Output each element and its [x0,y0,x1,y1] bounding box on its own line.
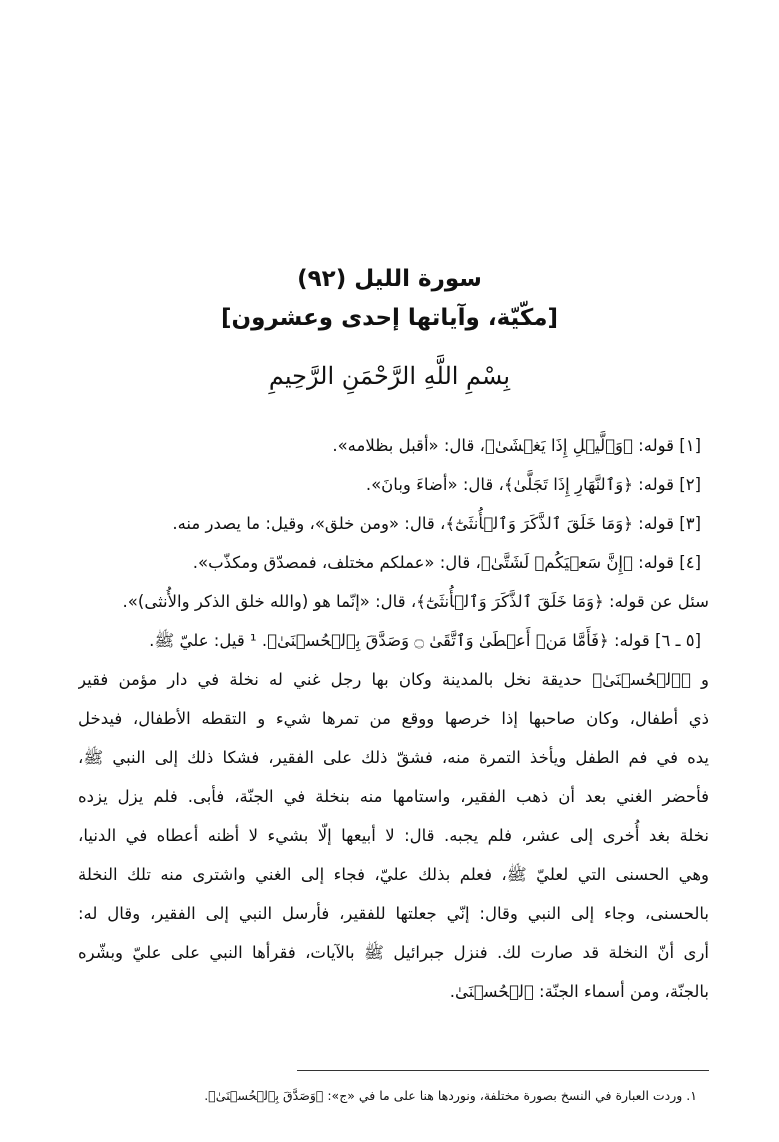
text-line: وهي الحسنى التي لعليّ ﷺ، فعلم بذلك عليّ، فجاء إلى الغني واشترى منه تلك النخلة [78,865,709,884]
footnote: ١. وردت العبارة في النسخ بصورة مختلفة، ونوردها هنا على ما في «ج»: ﴿وَصَدَّقَ بِٱلۡحُسۡنَىٰ﴾. [204,1088,697,1103]
text-line: بالحسنى، وجاء إلى النبي وقال: إنّي جعلتها للفقير، فأرسل النبي إلى الفقير، وقال له: [78,904,709,923]
basmala [0,358,779,394]
text-line: [١] قوله: ﴿وَٱلَّيۡلِ إِذَا يَغۡشَىٰ﴾، قال: «أقبل بظلامه». [332,436,701,455]
surah-title: سورة الليل (٩٢) [297,266,482,292]
text-line: [٢] قوله: ﴿وَٱلنَّهَارِ إِذَا تَجَلَّىٰ﴾، قال: «أضاءَ وبانَ». [365,475,701,494]
text-line: سئل عن قوله: ﴿وَمَا خَلَقَ ٱلذَّكَرَ وَٱلۡأُنثَىٰٓ﴾، قال: «إنّما هو (والله خلق الذكر والأُنثى)». [122,592,709,611]
text-line: يده في فم الطفل ويأخذ التمرة منه، فشقّ ذلك على الفقير، فشكا ذلك إلى النبي ﷺ، [78,748,709,767]
text-line: فأحضر الغني بعد أن ذهب الفقير، واستامها منه بنخلة في الجنّة، فأبى. فلم يزل يزده [78,787,709,806]
text-line: بالجنّة، ومن أسماء الجنّة: ٱلۡحُسۡنَىٰ. [449,982,709,1001]
text-line: ذي أطفال، وكان صاحبها إذا خرصها ووقع من تمرها شيء و التقطه الأطفال، فيدخل [78,709,709,728]
text-line: نخلة بغد أُخرى إلى عشر، فلم يجبه. قال: لا أبيعها إلّا بشيء لا أظنه أعطاه في الدنيا، [78,826,709,845]
surah-subtitle: [مكّيّة، وآياتها إحدى وعشرون] [220,305,559,331]
basmala-text: بِسْمِ اللَّهِ الرَّحْمَنِ الرَّحِيمِ [268,362,511,390]
text-line: و ﴿ٱلۡحُسۡنَىٰ﴾ حديقة نخل بالمدينة وكان بها رجل غني له نخلة في دار مؤمن فقير [78,670,709,689]
text-line: [٥ ـ ٦] قوله: ﴿فَأَمَّا مَنۡ أَعۡطَىٰ وَٱتَّقَىٰ ۝ وَصَدَّقَ بِٱلۡحُسۡنَىٰ﴾. ¹ قيل: عليّ ﷺ. [149,631,701,650]
commentary-body [78,426,709,1011]
text-line: [٤] قوله: ﴿إِنَّ سَعۡيَكُمۡ لَشَتَّىٰ﴾، قال: «عملكم مختلف، فمصدّق ومكذّب». [192,553,701,572]
text-line: أرى أنّ النخلة قد صارت لك. فنزل جبرائيل ﷺ بالآيات، فقرأها النبي على عليّ وبشّره [78,943,709,962]
footnote-divider [297,1070,709,1071]
text-line: [٣] قوله: ﴿وَمَا خَلَقَ ٱلذَّكَرَ وَٱلۡأُنثَىٰٓ﴾، قال: «ومن خلق»، وقيل: ما يصدر منه. [172,514,701,533]
